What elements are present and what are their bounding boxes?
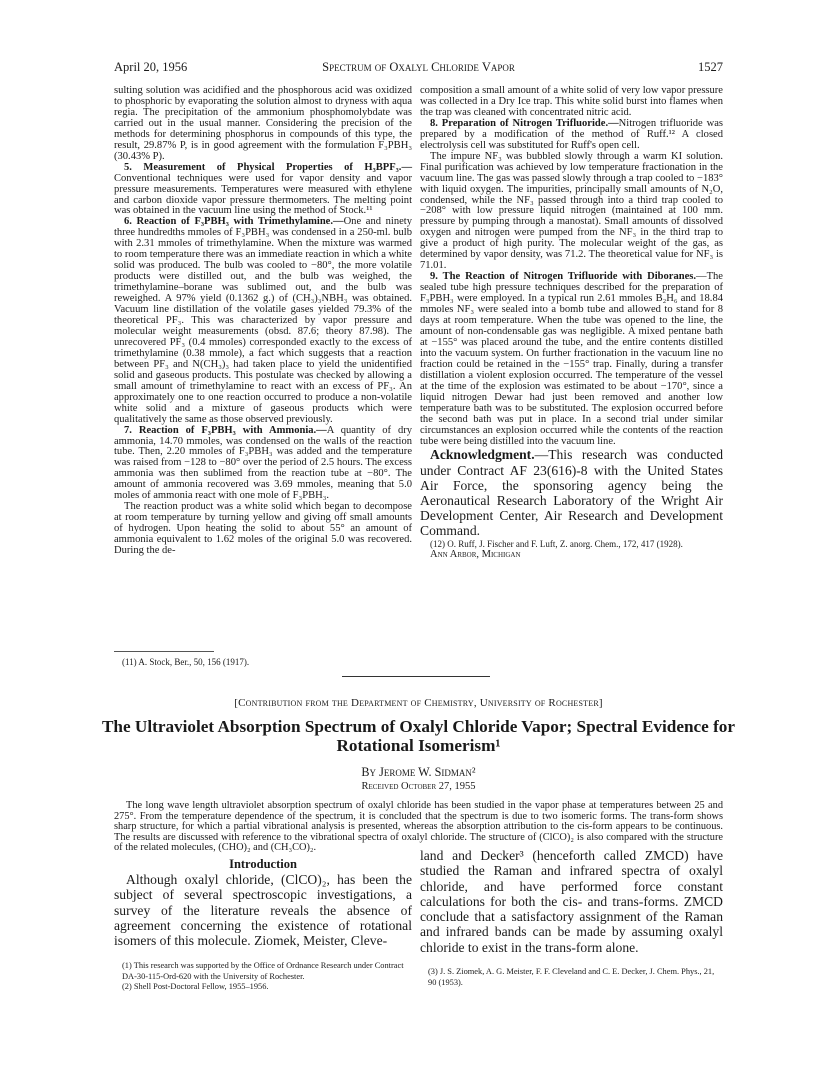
contribution-line: [Contribution from the Department of Chemistry, University of Rochester] [234,697,603,709]
section-7 [114,426,412,503]
footnotes-right [428,967,723,988]
paragraph-phosphorus-analysis: sulting solution was acidified and the phosphorous acid was oxidized to phosphoric by evaporating the solution almost to dryness with aqua regia. The precipitation of the ammonium phosphomolybdate was carried out in the usual manner. Considering the precision of the methods for determining phosphorus in compounds of this type, the result, 29.87% P, is in good agreement with the formulation F₃PBH₃ (30.43% P). [114,85,412,162]
introduction-left: Although oxalyl chloride, (ClCO)₂, has been the subject of several spectroscopic investigations, a survey of the literature reveals the absence of agreement concerning the existence of rotational isomers of this molecule. Ziomek, Meister, Cleve- [114,872,412,949]
section-6-body: One and ninety three hundredths mmoles of F₃PBH₃ was condensed in a 250-ml. bulb with 2.31 mmoles of trimethylamine. When the mixture was warmed to room temperature there was an immediate reaction in which a white solid was produced. The bulb was cooled to −80°, the more volatile products were distilled out, and the bulb was weighed, the trimethylamine–borane was sublimed out, and the bulb was reweighed. A 97% yield (0.1362 g.) of (CH₃)₃NBH₃ was obtained. Vacuum line distillation of the volatile gases yielded 79.3% of the theoretical PF₃. This was characterized by vapor pressure and molecular weight measurements (obsd. 87.6; theory 87.98). The unrecovered PF₃ (0.4 mmoles) corresponded exactly to the excess of trimethylamine (0.38 mmole), a fact which suggests that a reaction between PF₃ and N(CH₃)₃ had taken place to yield the unidentified solid and gaseous products. This postulate was checked by allowing a small amount of trimethylamine to react with an excess of PF₃. An approximately one to one reaction occurred to produce a non-volatile white solid and a mixture of gaseous products which were qualitatively the same as those observed previously. [114,216,413,425]
author-byline: By Jerome W. Sidman² [361,765,476,779]
affiliation: Ann Arbor, Michigan [430,548,521,560]
section-8-body: Nitrogen trifluoride was prepared by a modification of the method of Ruff.¹² A closed electrolysis cell was substituted for Ruff's open cell. [420,117,723,151]
received-date: Received October 27, 1955 [361,781,476,792]
footnote-3: (3) J. S. Ziomek, A. G. Meister, F. F. Cleveland and C. E. Decker, J. Chem. Phys., 21, 90 (1953). [428,967,715,987]
section-9-heading: 9. The Reaction of Nitrogen Trifluoride with Diboranes. [430,271,697,283]
section-6-heading: 6. Reaction of F₃PBH₃ with Trimethylamine.— [124,216,344,228]
issue-date: April 20, 1956 [114,60,188,74]
section-8-heading: 8. Preparation of Nitrogen Trifluoride.— [430,117,619,129]
section-7-heading: 7. Reaction of F₃PBH₃ with Ammonia.— [124,424,327,436]
section-9-body: —The sealed tube high pressure techniques described for the preparation of F₃PBH₃ were employed. In a typical run 2.61 mmoles B₂H₆ and 18.84 mmoles NF₃ were sealed into a bomb tube and allowed to stand for 8 days at room temperature. When the tube was opened to the line, the amount of non-condensable gas was negligible. A mixed pentane bath at −155° was placed around the tube, and the entire contents distilled into the vacuum system. On further fractionation in the vacuum line no fraction could be retained in the −155° trap. Finally, during a transfer distillation a violent explosion occurred. The temperature of the vessel at the time of the explosion was estimated to be about −170°, since a liquid nitrogen Dewar had just been removed and another low temperature bath was to be substituted. The explosion occurred before the second bath was put in place. In a second trial under similar circumstances an explosion occurred while the contents of the reaction tube were being distilled into the vacuum line. [420,271,723,447]
section-6 [114,217,412,425]
page-number: 1527 [698,60,723,74]
footnote-1: (1) This research was supported by the Office of Ordnance Research under Contract DA-30-115-Ord-620 with the University of Rochester. [122,961,404,981]
acknowledgment-body: —This research was conducted under Contract AF 23(616)-8 with the United States Air Force, the sponsoring agency being the Aeronautical Research Laboratory of the Wright Air Development Center, Air Research and Development Command. [420,447,723,539]
footnotes-left [122,961,412,993]
right-column-top [420,86,723,561]
abstract: The long wave length ultraviolet absorption spectrum of oxalyl chloride has been studied in the vapor phase at temperatures between 25 and 275°. From the temperature dependence of the spectrum, it is concluded that the spectrum is due to two isomeric forms. The trans-form shows sharp structure, for which a partial vibrational analysis is presented, whereas the absorption attribution to the cis-form appears to be continuous. The results are discussed with reference to the vibrational spectra of oxalyl chloride. The structure of (ClCO)₂ is also compared with the structure of the related molecules, (CHO)₂ and (CH₃CO)₂. [114,800,723,854]
section-5-heading: 5. Measurement of Physical Properties of H₃BPF₃.— [124,161,412,173]
introduction-right: land and Decker³ (henceforth called ZMCD) have studied the Raman and infrared spectra of oxalyl chloride, and have performed force constant calculations for both the cis- and trans-forms. ZMCD conclude that a satisfactory assignment of the Raman and infrared bands can be made by assuming oxalyl chloride to exist in the trans-form alone. [420,848,723,955]
acknowledgment [420,447,723,538]
article-title: The Ultraviolet Absorption Spectrum of Oxalyl Chloride Vapor; Spectral Evidence for Rotational Isomerism¹ [101,717,736,755]
footnote-rule [114,651,214,652]
paragraph-decomposition: composition a small amount of a white solid of very low vapor pressure was collected in a Dry Ice trap. This white solid burst into flames when the trap was cleaned with concentrated nitric acid. [420,85,723,118]
running-head [114,60,723,76]
footnote-11: (11) A. Stock, Ber., 50, 156 (1917). [122,657,250,667]
acknowledgment-heading: Acknowledgment. [430,447,535,463]
paragraph-reaction-product: The reaction product was a white solid which began to decompose at room temperature by turning yellow and giving off small amounts of hydrogen. Upon heating the solid to about 55° an amount of ammonia equivalent to 1.62 moles of the original 5.0 was recovered. During the de- [114,501,412,557]
footnote-12: (12) O. Ruff, J. Fischer and F. Luft, Z. anorg. Chem., 172, 417 (1928). [430,538,683,549]
footnote-2: (2) Shell Post-Doctoral Fellow, 1955–1956. [122,982,269,991]
paragraph-nf3-purification: The impure NF₃ was bubbled slowly through a warm KI solution. Final purification was achieved by low temperature fractionation in the vacuum line. The gas was passed slowly through a trap cooled to −183° with liquid oxygen. The impurities, principally small amounts of N₂O, condensed, while the NF₃ passed through into a third trap cooled to −208° with low pressure liquid nitrogen (maintained at 100 mm. pressure by pumping through a manostat). Small amounts of dissolved oxygen and nitrogen were pumped from the NF₃ in the third trap to give a product of high purity. The molecular weight of the gas, as determined by vapor density, was 71.2. The theoretical value for NF₃ is 71.01. [420,150,723,272]
section-5 [114,163,412,218]
left-column-top [114,86,412,557]
introduction-heading: Introduction [229,857,297,871]
section-9 [420,272,723,447]
section-8 [420,119,723,152]
running-title: Spectrum of Oxalyl Chloride Vapor [322,60,515,74]
article-separator [342,676,490,677]
section-5-body: Conventional techniques were used for vapor density and vapor pressure measurements. Temperatures were measured with ethylene and carbon dioxide vapor pressure thermometers. The melting point was obtained in the vacuum line using the method of Stock.¹¹ [114,172,412,217]
section-7-body: A quantity of dry ammonia, 14.70 mmoles, was condensed on the walls of the reaction tube. Then, 2.20 mmoles of F₃PBH₃ was added and the temperature was raised from −128 to −80° over the period of 2.5 hours. The excess ammonia was then sublimed from the reaction tube at −80°. The amount of ammonia recovered was 3.69 mmoles, meaning that 5.0 moles of ammonia react with one mole of F₃PBH₃. [114,424,412,502]
